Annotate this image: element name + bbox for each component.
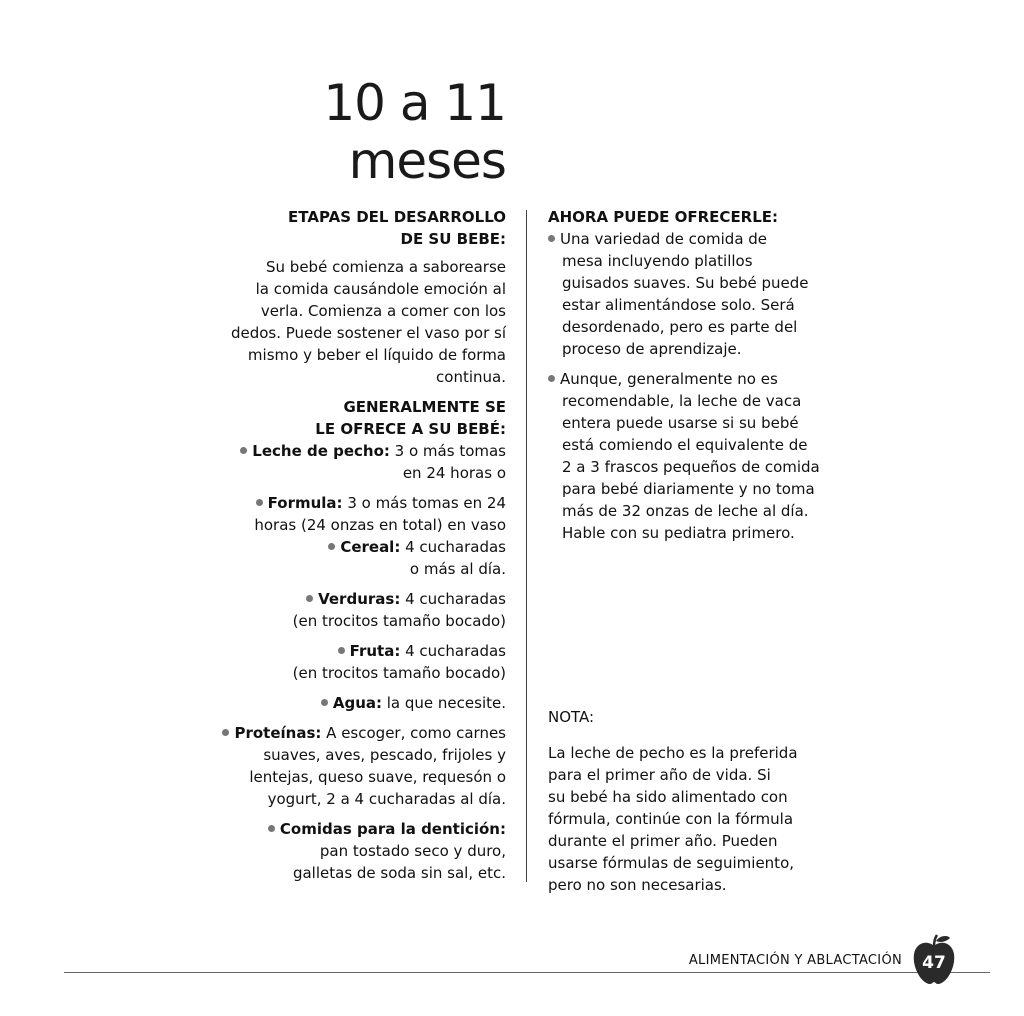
food-item-formula	[196, 492, 506, 536]
item-text: A escoger, como carnes	[321, 724, 506, 742]
item-line: o más al día.	[409, 560, 506, 578]
section-heading-now-can-offer: AHORA PUEDE OFRECERLE:	[548, 208, 779, 226]
note-line: La leche de pecho es la preferida	[548, 744, 798, 762]
text-line: verla. Comienza a comer con los	[260, 302, 506, 320]
item-line: en 24 horas o	[402, 464, 506, 482]
food-item-vegetables	[196, 588, 506, 632]
item-label: Verduras:	[318, 590, 401, 608]
right-column	[548, 206, 848, 544]
bullet-line: para bebé diariamente y no toma	[562, 480, 815, 498]
bullet-icon	[268, 825, 275, 832]
bullet-text: Aunque, generalmente no es	[560, 370, 778, 388]
section-heading-development	[196, 206, 506, 250]
title-line-1: 10 a 11	[323, 74, 506, 132]
bullet-icon	[548, 375, 555, 382]
section-heading-offer	[196, 396, 506, 440]
bullet-line: 2 a 3 frascos pequeños de comida	[562, 458, 820, 476]
food-item-cereal	[196, 536, 506, 580]
item-line: pan tostado seco y duro,	[319, 842, 506, 860]
note-heading: NOTA:	[548, 708, 595, 726]
bullet-line: estar alimentándose solo. Será	[562, 296, 795, 314]
item-line: (en trocitos tamaño bocado)	[292, 664, 506, 682]
item-line: galletas de soda sin sal, etc.	[292, 864, 506, 882]
text-line: la comida causándole emoción al	[255, 280, 506, 298]
note-line: durante el primer año. Pueden	[548, 832, 778, 850]
item-text: 3 o más tomas	[389, 442, 506, 460]
item-label: Agua:	[332, 694, 382, 712]
bullet-line: está comiendo el equivalente de	[562, 436, 808, 454]
text-line: Su bebé comienza a saborearse	[266, 258, 506, 276]
item-label: Formula:	[267, 494, 343, 512]
item-text: la que necesite.	[382, 694, 506, 712]
text-line: mismo y beber el líquido de forma	[247, 346, 506, 364]
right-bullet-2	[548, 368, 848, 544]
heading-line: GENERALMENTE SE	[343, 398, 506, 416]
item-line: yogurt, 2 a 4 cucharadas al día.	[267, 790, 506, 808]
left-column	[196, 206, 506, 884]
bullet-line: más de 32 onzas de leche al día.	[562, 502, 809, 520]
food-item-proteins	[196, 722, 506, 810]
item-text: 3 o más tomas en 24	[342, 494, 506, 512]
bullet-icon	[240, 447, 247, 454]
footer-rule	[64, 972, 990, 973]
food-item-fruit	[196, 640, 506, 684]
bullet-line: recomendable, la leche de vaca	[562, 392, 802, 410]
note-line: para el primer año de vida. Si	[548, 766, 771, 784]
item-text: 4 cucharadas	[400, 590, 506, 608]
item-text: 4 cucharadas	[400, 642, 506, 660]
bullet-line: proceso de aprendizaje.	[562, 340, 742, 358]
bullet-icon	[548, 235, 555, 242]
item-label: Cereal:	[340, 538, 401, 556]
bullet-icon	[328, 543, 335, 550]
heading-line: ETAPAS DEL DESARROLLO	[288, 208, 506, 226]
item-line: suaves, aves, pescado, frijoles y	[263, 746, 506, 764]
title-line-2: meses	[348, 132, 506, 190]
text-line: continua.	[436, 368, 506, 386]
bullet-line: Hable con su pediatra primero.	[562, 524, 795, 542]
bullet-icon	[338, 647, 345, 654]
item-line: lentejas, queso suave, requesón o	[249, 768, 506, 786]
bullet-icon	[222, 729, 229, 736]
food-item-water	[196, 692, 506, 714]
note-section	[548, 706, 848, 896]
bullet-icon	[321, 699, 328, 706]
bullet-line: guisados suaves. Su bebé puede	[562, 274, 809, 292]
item-label: Fruta:	[349, 642, 401, 660]
development-text	[196, 256, 506, 388]
bullet-text: Una variedad de comida de	[560, 230, 768, 248]
item-label: Proteínas:	[234, 724, 322, 742]
bullet-icon	[256, 499, 263, 506]
bullet-line: desordenado, pero es parte del	[562, 318, 798, 336]
bullet-line: mesa incluyendo platillos	[562, 252, 753, 270]
right-bullet-1	[548, 228, 848, 360]
item-line: horas (24 onzas en total) en vaso	[254, 516, 506, 534]
bullet-line: entera puede usarse si su bebé	[562, 414, 799, 432]
footer-section-title: ALIMENTACIÓN Y ABLACTACIÓN	[688, 953, 902, 968]
food-item-breastmilk	[196, 440, 506, 484]
note-line: pero no son necesarias.	[548, 876, 727, 894]
note-line: su bebé ha sido alimentado con	[548, 788, 788, 806]
page-title	[323, 74, 506, 190]
text-line: dedos. Puede sostener el vaso por sí	[230, 324, 506, 342]
heading-line: LE OFRECE A SU BEBÉ:	[315, 420, 506, 438]
item-label: Leche de pecho:	[252, 442, 390, 460]
food-item-teething	[196, 818, 506, 884]
bullet-icon	[306, 595, 313, 602]
item-label: Comidas para la dentición:	[279, 820, 506, 838]
item-text: 4 cucharadas	[400, 538, 506, 556]
item-line: (en trocitos tamaño bocado)	[292, 612, 506, 630]
column-divider	[526, 210, 527, 882]
page-number: 47	[922, 953, 946, 973]
note-text	[548, 742, 848, 896]
note-line: usarse fórmulas de seguimiento,	[548, 854, 795, 872]
heading-line: DE SU BEBE:	[400, 230, 506, 248]
note-line: fórmula, continúe con la fórmula	[548, 810, 794, 828]
